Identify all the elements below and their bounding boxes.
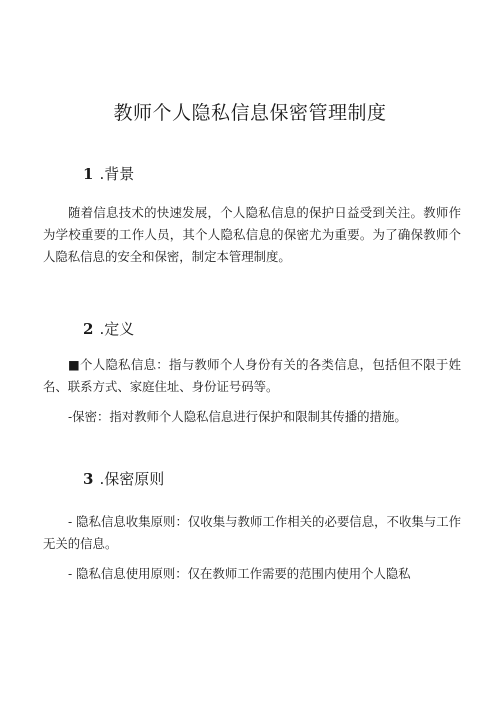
section-number: 1 — [83, 165, 94, 183]
principle-usage: - 隐私信息使用原则：仅在教师工作需要的范围内使用个人隐私 — [68, 566, 411, 581]
section-number: 2 — [83, 320, 94, 338]
definition-privacy-info: ■个人隐私信息：指与教师个人身份有关的各类信息，包括但不限于姓名、联系方式、家庭住址、身份证号码等。 — [43, 357, 461, 394]
section-title: .保密原则 — [99, 470, 165, 488]
document-title: 教师个人隐私信息保密管理制度 — [113, 102, 387, 124]
definition-confidentiality: -保密：指对教师个人隐私信息进行保护和限制其传播的措施。 — [68, 409, 407, 424]
background-paragraph: 随着信息技术的快速发展，个人隐私信息的保护日益受到关注。教师作为学校重要的工作人员，其个人隐私信息的保密尤为重要。为了确保教师个人隐私信息的安全和保密，制定本管理制度。 — [43, 205, 461, 264]
section-title: .定义 — [99, 320, 135, 338]
section-number: 3 — [83, 470, 94, 488]
section-heading-background — [83, 163, 134, 184]
section-heading-definition — [83, 318, 134, 339]
section-title: .背景 — [99, 165, 135, 183]
section-heading-principles — [83, 468, 164, 489]
principle-collection: - 隐私信息收集原则：仅收集与教师工作相关的必要信息，不收集与工作无关的信息。 — [43, 514, 461, 551]
